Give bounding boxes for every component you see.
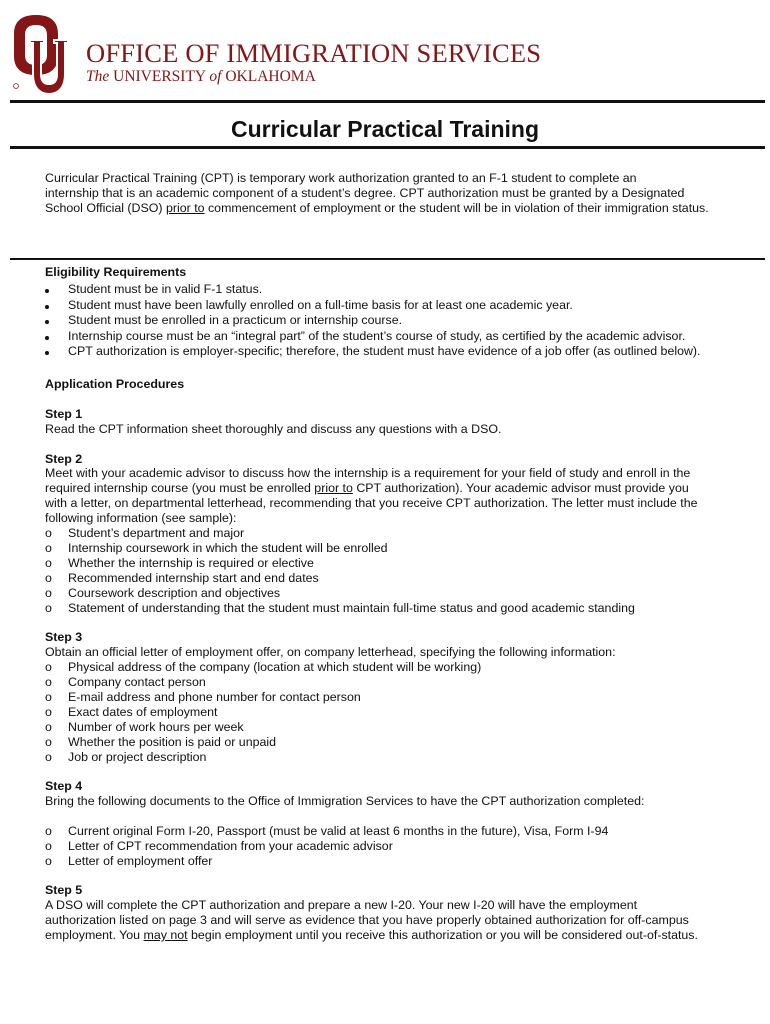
page-title: Curricular Practical Training	[230, 116, 540, 142]
list-item-text: Physical address of the company (location at which student will be working)	[68, 660, 482, 674]
list-item-text: Student must be in valid F-1 status.	[68, 282, 263, 296]
list-item-text: Student’s department and major	[68, 526, 245, 540]
list-item-text: Recommended internship start and end dates	[68, 571, 319, 585]
bullet-icon	[45, 329, 59, 344]
bullet-icon	[45, 282, 59, 297]
list-marker: o	[45, 586, 52, 600]
list-marker: o	[45, 735, 52, 749]
univ-of: of	[209, 68, 222, 85]
list-item-text: Whether the position is paid or unpaid	[68, 735, 277, 749]
intro-line-3	[45, 201, 709, 216]
step5-line-1: A DSO will complete the CPT authorization and prepare a new I-20. Your new I-20 will have the employment	[45, 898, 638, 912]
list-item-text: Internship coursework in which the student will be enrolled	[68, 541, 388, 555]
step3-heading: Step 3	[45, 630, 83, 644]
intro-underlined: prior to	[165, 201, 205, 215]
list-marker: o	[45, 541, 52, 555]
procedures-heading: Application Procedures	[45, 377, 185, 391]
step5-line-3	[45, 928, 698, 943]
step2-underlined: prior to	[314, 481, 353, 495]
list-marker: o	[45, 839, 52, 853]
list-item-text: Whether the internship is required or elective	[68, 556, 314, 570]
step2-line-2	[45, 481, 689, 496]
intro-line-1: Curricular Practical Training (CPT) is temporary work authorization granted to an F-1 student to complete an	[45, 171, 637, 185]
list-marker: o	[45, 675, 52, 689]
header-rule-bottom	[10, 146, 765, 149]
list-marker: o	[45, 526, 52, 540]
list-marker: o	[45, 705, 52, 719]
step5-line-3-post: begin employment until you receive this authorization or you will be considered out-of-status.	[187, 928, 698, 942]
list-item-text: Letter of CPT recommendation from your academic advisor	[68, 839, 393, 853]
univ-the: The	[86, 68, 110, 85]
letterhead	[10, 12, 570, 96]
univ-oklahoma: OKLAHOMA	[225, 68, 316, 85]
step1-text: Read the CPT information sheet thoroughly and discuss any questions with a DSO.	[45, 422, 502, 436]
section-divider	[10, 258, 765, 260]
list-marker: o	[45, 854, 52, 868]
list-item-text: Statement of understanding that the student must maintain full-time status and good academic standing	[68, 601, 635, 615]
list-item-text: Company contact person	[68, 675, 206, 689]
list-item-text: CPT authorization is employer-specific; therefore, the student must have evidence of a job offer (as outlined below).	[68, 344, 701, 359]
list-marker: o	[45, 601, 52, 615]
step5-underlined: may not	[143, 928, 188, 942]
step2-line-1: Meet with your academic advisor to discuss how the internship is a requirement for your field of study and enroll in the	[45, 466, 691, 480]
step4-heading: Step 4	[45, 779, 83, 793]
list-item-text: Current original Form I-20, Passport (must be valid at least 6 months in the future), Visa, Form I-94	[68, 824, 609, 838]
bullet-icon	[45, 298, 59, 313]
ou-logo-icon	[10, 12, 74, 96]
list-item-text: Letter of employment offer	[68, 854, 213, 868]
step1-heading: Step 1	[45, 407, 83, 421]
step2-line-3: with a letter, on departmental letterhead, recommending that you receive CPT authorization. The letter must include the	[45, 496, 698, 510]
list-item-text: Internship course must be an “integral part” of the student’s course of study, as certified by the academic advisor.	[68, 328, 686, 343]
step5-line-3-pre: employment. You	[45, 928, 144, 942]
list-marker: o	[45, 660, 52, 674]
intro-line-3-pre: School Official (DSO)	[45, 201, 166, 215]
step2-line-4: following information (see sample):	[45, 511, 237, 525]
list-marker: o	[45, 571, 52, 585]
list-marker: o	[45, 690, 52, 704]
list-item-text: E-mail address and phone number for contact person	[68, 690, 361, 704]
office-name: OFFICE OF IMMIGRATION SERVICES	[86, 38, 542, 68]
step2-heading: Step 2	[45, 452, 83, 466]
list-item-text: Exact dates of employment	[68, 705, 218, 719]
eligibility-heading: Eligibility Requirements	[45, 265, 187, 279]
list-marker: o	[45, 556, 52, 570]
list-item-text: Number of work hours per week	[68, 720, 244, 734]
step5-line-2: authorization listed on page 3 and will serve as evidence that you have properly obtained authorization for off-campus	[45, 913, 689, 927]
bullet-icon	[45, 344, 59, 359]
intro-line-2: internship that is an academic component of a student’s degree. CPT authorization must be granted by a Designated	[45, 186, 685, 200]
step2-line-2-post: CPT authorization). Your academic advisor must provide you	[352, 481, 689, 495]
list-marker: o	[45, 824, 52, 838]
university-name	[86, 69, 316, 85]
step4-text: Bring the following documents to the Office of Immigration Services to have the CPT authorization completed:	[45, 794, 645, 808]
list-item-text: Job or project description	[68, 750, 207, 764]
list-marker: o	[45, 720, 52, 734]
list-item-text: Student must be enrolled in a practicum or internship course.	[68, 313, 403, 328]
header-rule-top	[10, 100, 765, 103]
intro-line-3-post: commencement of employment or the student will be in violation of their immigration status.	[204, 201, 709, 215]
list-item-text: Coursework description and objectives	[68, 586, 281, 600]
univ-university: UNIVERSITY	[113, 68, 206, 85]
step2-line-2-pre: required internship course (you must be enrolled	[45, 481, 315, 495]
step5-heading: Step 5	[45, 883, 83, 897]
list-item-text: Student must have been lawfully enrolled on a full-time basis for at least one academic year.	[68, 297, 573, 312]
step3-text: Obtain an official letter of employment offer, on company letterhead, specifying the following information:	[45, 645, 616, 659]
bullet-icon	[45, 313, 59, 328]
list-marker: o	[45, 750, 52, 764]
